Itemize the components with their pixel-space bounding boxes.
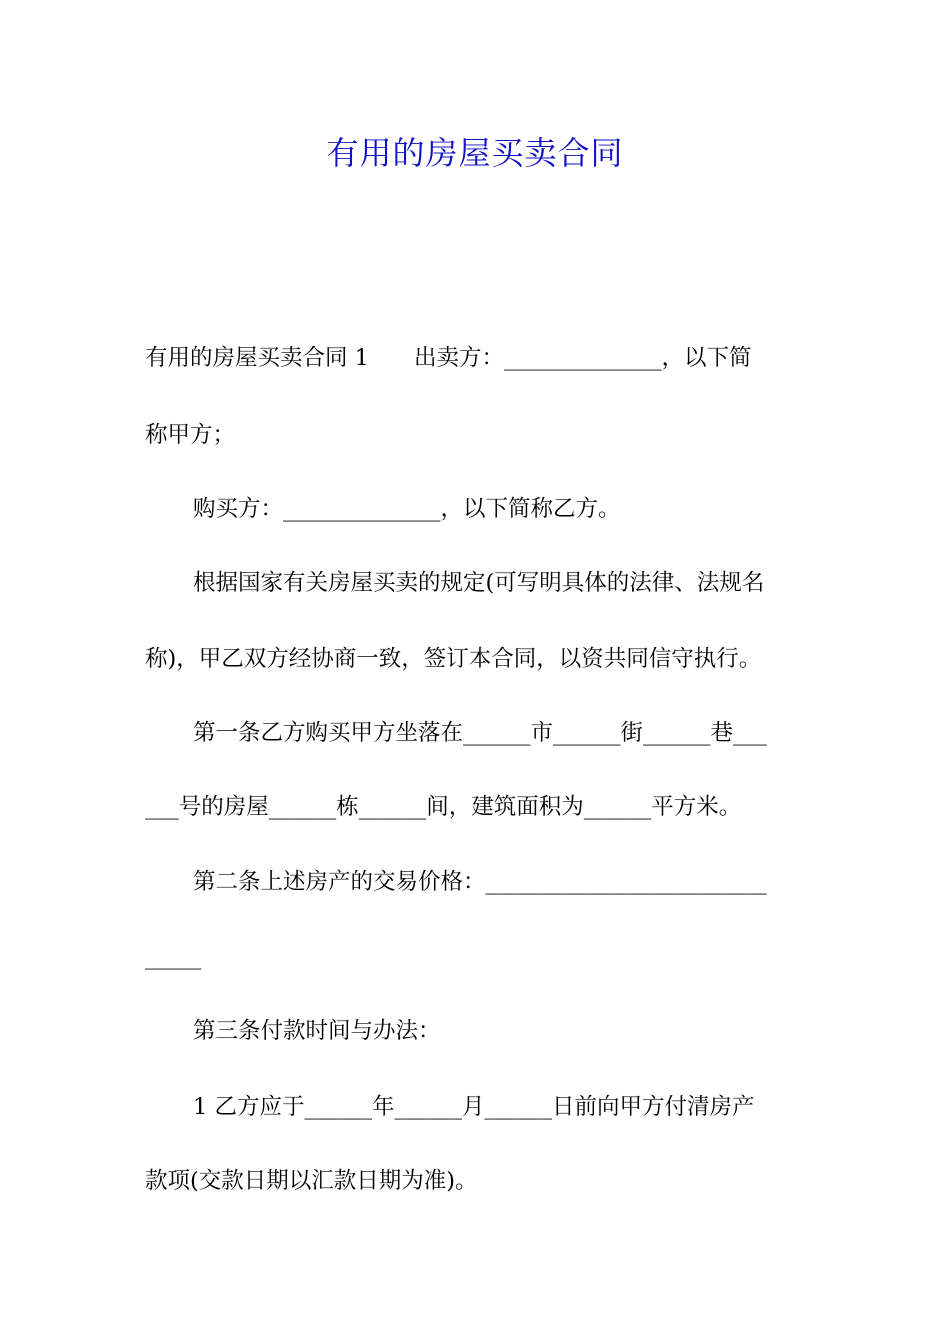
paragraph-line: 称甲方； [145, 422, 236, 448]
paragraph-line: 1 乙方应于______年______月______日前向甲方付清房产 [193, 1094, 755, 1120]
document-title: 有用的房屋买卖合同 [326, 134, 624, 172]
paragraph-line: 称)，甲乙双方经协商一致，签订本合同，以资共同信守执行。 [145, 646, 762, 672]
paragraph-line: 款项(交款日期以汇款日期为准)。 [145, 1168, 478, 1194]
paragraph-line: 第二条上述房产的交易价格：_________________________ [193, 869, 767, 895]
paragraph-line: 有用的房屋买卖合同 1 出卖方：______________，以下简 [145, 345, 752, 371]
paragraph-line: 第一条乙方购买甲方坐落在______市______街______巷___ [193, 720, 767, 746]
paragraph-line: 根据国家有关房屋买卖的规定(可写明具体的法律、法规名 [193, 570, 765, 596]
paragraph-line: 第三条付款时间与办法： [193, 1018, 441, 1044]
paragraph-line: _____ [145, 944, 202, 970]
paragraph-line: ___号的房屋______栋______间，建筑面积为______平方米。 [145, 794, 742, 820]
paragraph-line: 购买方：______________，以下简称乙方。 [193, 496, 621, 522]
